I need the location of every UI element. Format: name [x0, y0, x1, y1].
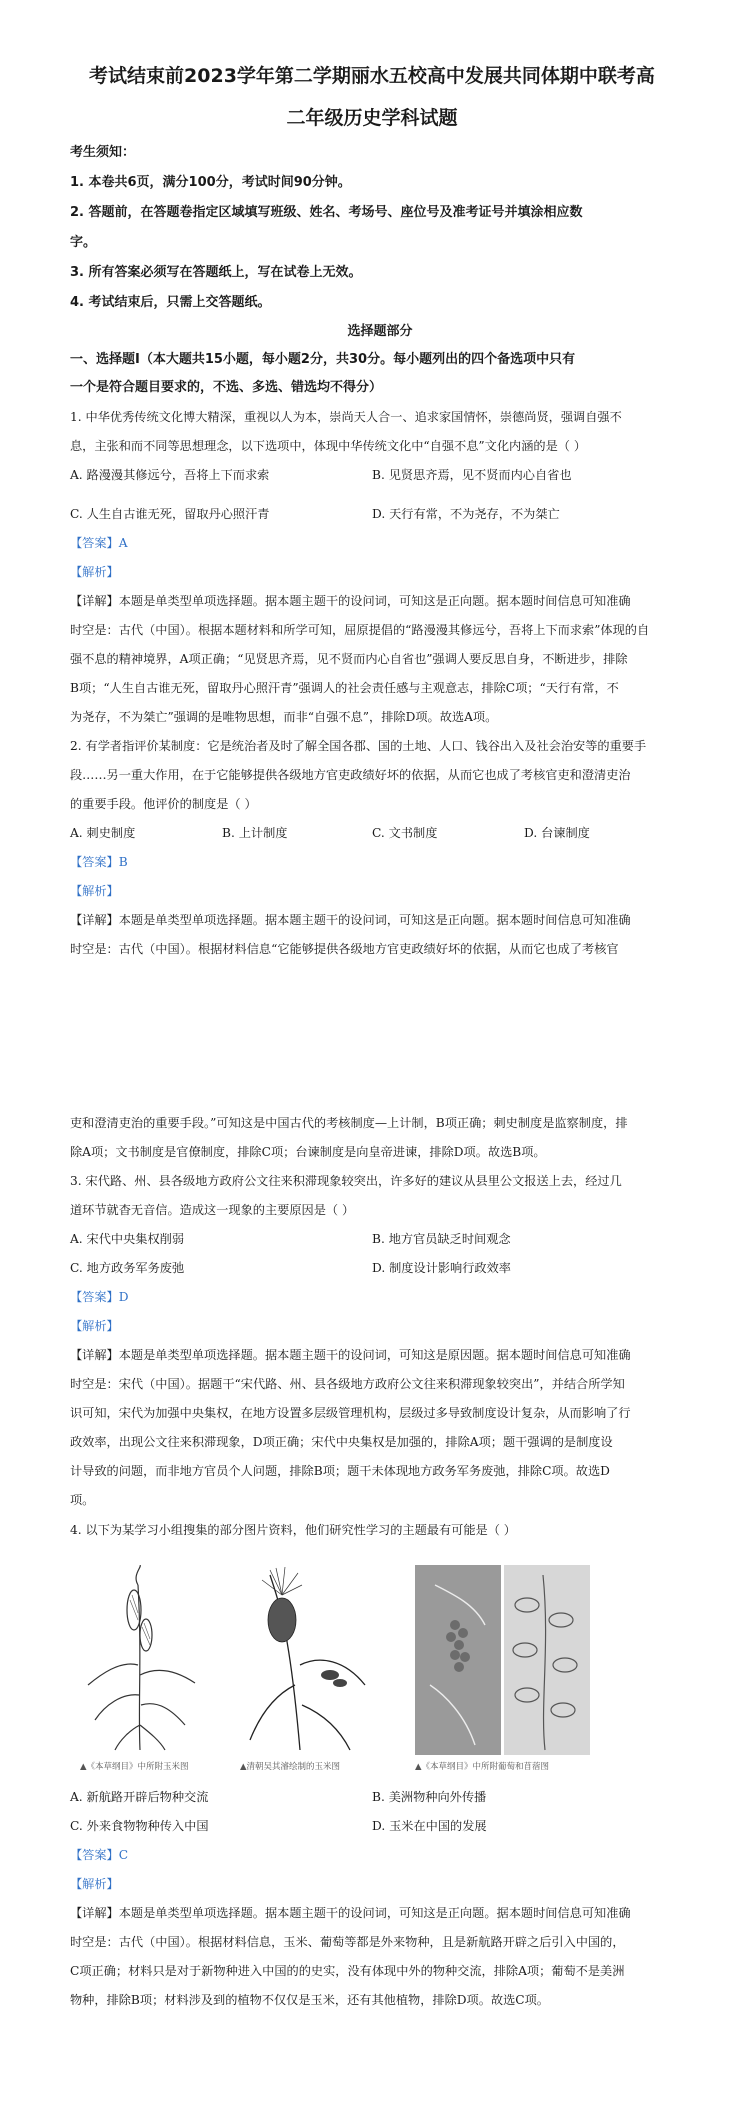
q1-detail-1: 【详解】本题是单类型单项选择题。据本题主题干的设问词，可知这是正向题。据本题时间信息可知准确 — [70, 594, 631, 608]
q1-answer: 【答案】A — [70, 536, 128, 550]
q4-stem: 4. 以下为某学习小组搜集的部分图片资料，他们研究性学习的主题最有可能是（ ） — [70, 1523, 516, 1537]
exam-title-line2: 二年级历史学科试题 — [286, 107, 458, 129]
q1-option-a: A. 路漫漫其修远兮，吾将上下而求索 — [70, 468, 270, 482]
q2-stem-1: 2. 有学者指评价某制度：它是统治者及时了解全国各郡、国的土地、人口、钱谷出入及社会治安等的重要手 — [70, 739, 647, 753]
corn-plant-illustration — [80, 1565, 200, 1755]
q1-option-c: C. 人生自古谁无死，留取丹心照汗青 — [70, 507, 270, 521]
q1-detail-3: 强不息的精神境界，A项正确；“见贤思齐焉，见不贤而内心自省也”强调人要反思自身，不断进步，排除 — [70, 652, 628, 666]
q4-option-c: C. 外来食物物种传入中国 — [70, 1819, 209, 1833]
q2-option-b: B. 上计制度 — [222, 826, 288, 840]
notice-item-3: 3. 所有答案必须写在答题纸上，写在试卷上无效。 — [70, 265, 362, 280]
q3-detail-5: 计导致的问题，而非地方官员个人问题，排除B项；题干未体现地方政务军务废弛，排除C项。故选D — [70, 1464, 610, 1478]
q3-option-a: A. 宋代中央集权削弱 — [70, 1232, 185, 1246]
q4-caption-2: ▲清朝吴其濬绘制的玉米图 — [240, 1762, 341, 1772]
q2-stem-3: 的重要手段。他评价的制度是（ ） — [70, 797, 257, 811]
q1-detail-2: 时空是：古代（中国）。根据本题材料和所学可知，屈原提倡的“路漫漫其修远兮，吾将上下而求索”体现的自 — [70, 623, 650, 637]
q2-detail-3: 吏和澄清吏治的重要手段。”可知这是中国古代的考核制度—上计制，B项正确；刺史制度是监察制度，排 — [70, 1116, 628, 1130]
q4-option-b: B. 美洲物种向外传播 — [372, 1790, 487, 1804]
qing-corn-illustration — [240, 1565, 370, 1755]
q4-answer: 【答案】C — [70, 1848, 129, 1862]
q1-detail-4: B项；“人生自古谁无死，留取丹心照汗青”强调人的社会责任感与主观意志，排除C项；“天行有常，不 — [70, 681, 619, 695]
q4-analysis-label: 【解析】 — [70, 1877, 119, 1891]
q4-detail-2: 时空是：古代（中国）。根据材料信息，玉米、葡萄等都是外来物种，且是新航路开辟之后引入中国的， — [70, 1935, 625, 1949]
q1-option-b: B. 见贤思齐焉，见不贤而内心自省也 — [372, 468, 572, 482]
q3-stem-2: 道环节就杳无音信。造成这一现象的主要原因是（ ） — [70, 1203, 355, 1217]
q1-analysis-label: 【解析】 — [70, 565, 119, 579]
q2-answer: 【答案】B — [70, 855, 128, 869]
exam-title-line1: 考试结束前2023学年第二学期丽水五校高中发展共同体期中联考高 — [89, 65, 655, 87]
q1-stem-2: 息，主张和而不同等思想理念，以下选项中，体现中华传统文化中“自强不息”文化内涵的是（ ） — [70, 439, 587, 453]
q2-option-a: A. 刺史制度 — [70, 826, 136, 840]
q3-stem-1: 3. 宋代路、州、县各级地方政府公文往来积滞现象较突出，许多好的建议从县里公文报送上去，经过几 — [70, 1174, 622, 1188]
q2-detail-2: 时空是：古代（中国）。根据材料信息“它能够提供各级地方官吏政绩好坏的依据，从而它也成了考核官 — [70, 942, 619, 956]
q4-option-a: A. 新航路开辟后物种交流 — [70, 1790, 209, 1804]
q3-detail-3: 识可知，宋代为加强中央集权，在地方设置多层级管理机构，层级过多导致制度设计复杂，从而影响了行 — [70, 1406, 631, 1420]
q4-caption-1: ▲《本草纲目》中所附玉米图 — [80, 1762, 189, 1772]
grape-alfalfa-illustration — [415, 1565, 590, 1755]
q3-option-d: D. 制度设计影响行政效率 — [372, 1261, 511, 1275]
q4-option-d: D. 玉米在中国的发展 — [372, 1819, 487, 1833]
q3-analysis-label: 【解析】 — [70, 1319, 119, 1333]
section-title: 选择题部分 — [347, 324, 413, 339]
q4-detail-1: 【详解】本题是单类型单项选择题。据本题主题干的设问词，可知这是正向题。据本题时间信息可知准确 — [70, 1906, 631, 1920]
q3-detail-1: 【详解】本题是单类型单项选择题。据本题主题干的设问词，可知这是原因题。据本题时间信息可知准确 — [70, 1348, 631, 1362]
q3-detail-4: 政效率，出现公文往来积滞现象，D项正确；宋代中央集权是加强的，排除A项；题干强调的是制度设 — [70, 1435, 613, 1449]
q3-answer: 【答案】D — [70, 1290, 129, 1304]
q3-option-b: B. 地方官员缺乏时间观念 — [372, 1232, 511, 1246]
notice-item-2: 2. 答题前，在答题卷指定区域填写班级、姓名、考场号、座位号及准考证号并填涂相应数 — [70, 205, 583, 220]
q4-caption-3: ▲《本草纲目》中所附葡萄和苜蓿图 — [415, 1762, 550, 1772]
section-instruction-2: 一个是符合题目要求的，不选、多选、错选均不得分） — [70, 380, 383, 395]
q2-analysis-label: 【解析】 — [70, 884, 119, 898]
section-instruction-1: 一、选择题Ⅰ（本大题共15小题，每小题2分，共30分。每小题列出的四个备选项中只有 — [70, 352, 576, 367]
notice-item-4: 4. 考试结束后，只需上交答题纸。 — [70, 295, 271, 310]
q1-stem-1: 1. 中华优秀传统文化博大精深，重视以人为本，崇尚天人合一、追求家国情怀，崇德尚贤，强调自强不 — [70, 410, 622, 424]
q2-option-d: D. 台谏制度 — [524, 826, 590, 840]
q3-detail-2: 时空是：宋代（中国）。据题干“宋代路、州、县各级地方政府公文往来积滞现象较突出”，并结合所学知 — [70, 1377, 625, 1391]
q2-detail-4: 除A项；文书制度是官僚制度，排除C项；台谏制度是向皇帝进谏，排除D项。故选B项。 — [70, 1145, 546, 1159]
q3-detail-6: 项。 — [70, 1493, 95, 1507]
notice-heading: 考生须知： — [70, 145, 136, 160]
q2-option-c: C. 文书制度 — [372, 826, 438, 840]
notice-item-2-cont: 字。 — [70, 235, 97, 250]
q3-option-c: C. 地方政务军务废弛 — [70, 1261, 185, 1275]
q4-figures — [70, 1565, 590, 1775]
notice-item-1: 1. 本卷共6页，满分100分，考试时间90分钟。 — [70, 175, 351, 190]
q2-detail-1: 【详解】本题是单类型单项选择题。据本题主题干的设问词，可知这是正向题。据本题时间信息可知准确 — [70, 913, 631, 927]
q4-detail-3: C项正确；材料只是对于新物种进入中国的的史实，没有体现中外的物种交流，排除A项；葡萄不是美洲 — [70, 1964, 625, 1978]
q1-detail-5: 为尧存，不为桀亡”强调的是唯物思想，而非“自强不息”，排除D项。故选A项。 — [70, 710, 498, 724]
q1-option-d: D. 天行有常，不为尧存，不为桀亡 — [372, 507, 560, 521]
q2-stem-2: 段……另一重大作用，在于它能够提供各级地方官吏政绩好坏的依据，从而它也成了考核官吏和澄清吏治 — [70, 768, 631, 782]
q4-detail-4: 物种，排除B项；材料涉及到的植物不仅仅是玉米，还有其他植物，排除D项。故选C项。 — [70, 1993, 549, 2007]
